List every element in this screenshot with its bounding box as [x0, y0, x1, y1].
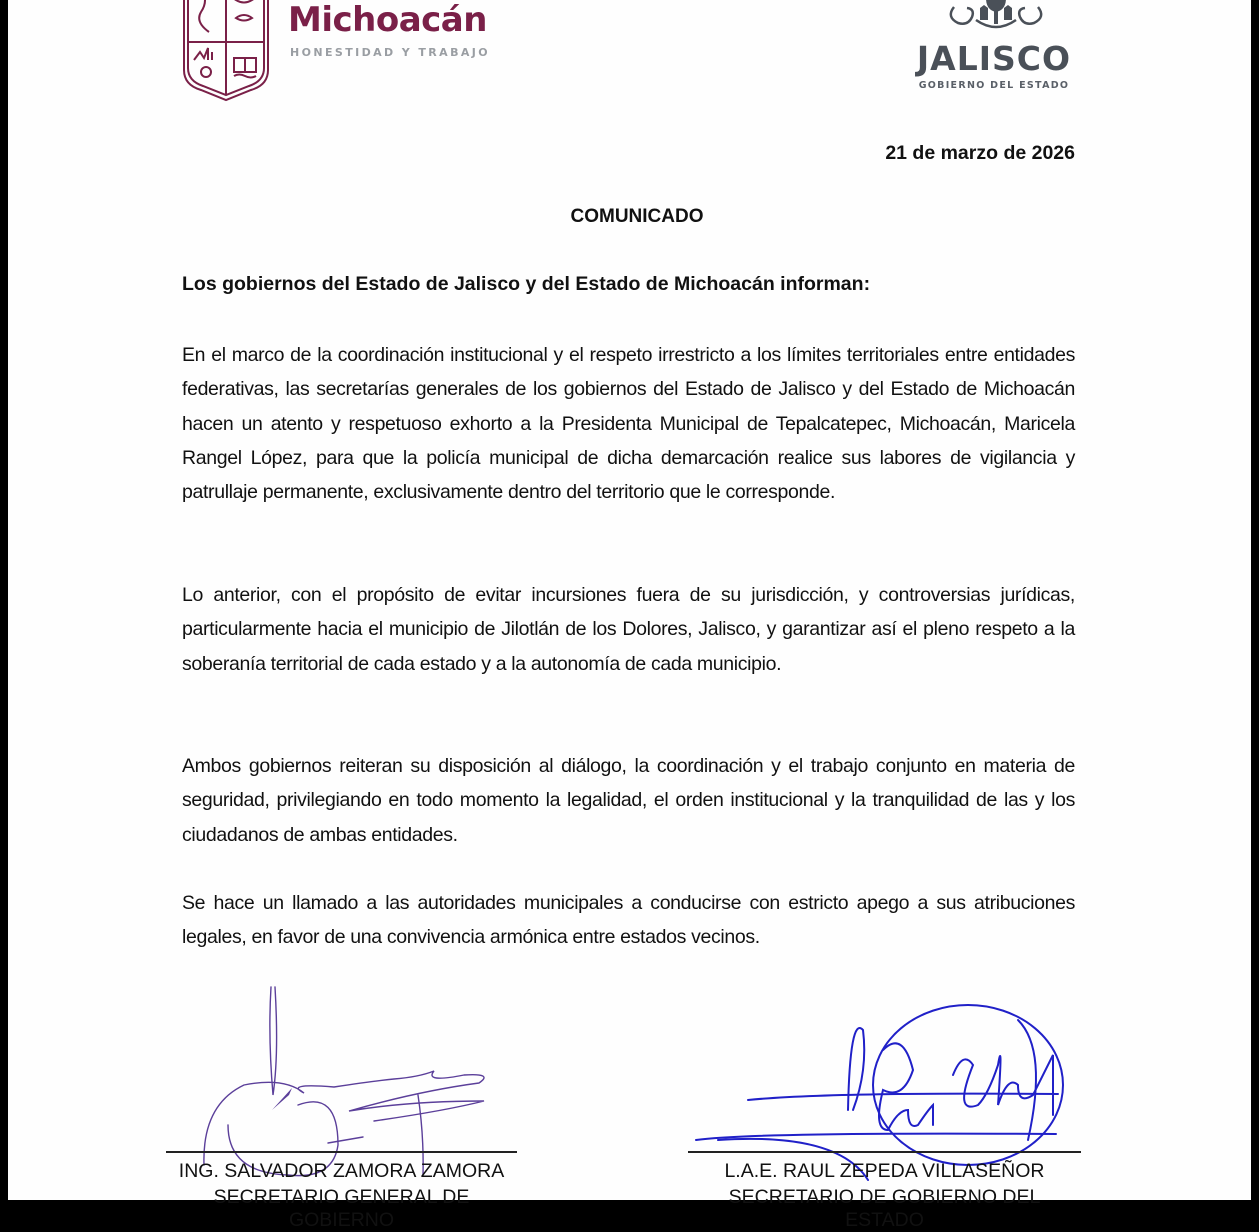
paragraph: En el marco de la coordinación institucional y el respeto irrestricto a los límites territoriales entre entidades federativas, las secretarías generales de los gobiernos del Estado de Jalisco y del Estado de Michoacán hacen un atento y respetuoso exhorto a la Presidenta Municipal de Tepalcatepec, Michoacán, Maricela Rangel López, para que la policía municipal de dicha demarcación realice sus labores de vigilancia y patrullaje permanente, exclusivamente dentro del territorio que le corresponde. [182, 344, 1075, 504]
paragraph: Se hace un llamado a las autoridades municipales a conducirse con estricto apego a sus atribuciones legales, en favor de una convivencia armónica entre estados vecinos. [182, 892, 1075, 949]
document-date: 21 de marzo de 2026 [885, 142, 1075, 164]
jalisco-logo-name: JALISCO [916, 39, 1072, 78]
signer-name: ING. SALVADOR ZAMORA ZAMORA [178, 1160, 505, 1182]
signature-line [166, 1151, 517, 1153]
michoacan-logo-motto: HONESTIDAD Y TRABAJO [290, 46, 491, 59]
signature-zamora [168, 975, 528, 1175]
signer-title: SECRETARIO GENERAL DE GOBIERNO [213, 1186, 470, 1231]
michoacan-shield-icon [176, 0, 276, 105]
signer-name: L.A.E. RAUL ZEPEDA VILLASEÑOR [724, 1160, 1045, 1182]
document-page [8, 0, 1251, 1231]
signer-title: SECRETARIO DE GOBIERNO DEL ESTADO [728, 1186, 1041, 1231]
document-title: COMUNICADO [570, 206, 704, 227]
jalisco-emblem-icon [946, 0, 1046, 34]
jalisco-logo-subtitle: GOBIERNO DEL ESTADO [918, 80, 1070, 91]
michoacan-logo-name: Michoacán [288, 0, 487, 40]
signature-line [688, 1151, 1081, 1153]
paragraph: Ambos gobiernos reiteran su disposición al diálogo, la coordinación y el trabajo conjunto en materia de seguridad, privilegiando en todo momento la legalidad, el orden institucional y la tranquilidad de las y los ciudadanos de ambas entidades. [182, 755, 1075, 846]
document-intro: Los gobiernos del Estado de Jalisco y del Estado de Michoacán informan: [182, 273, 871, 295]
signature-zepeda [688, 990, 1108, 1170]
paragraph: Lo anterior, con el propósito de evitar incursiones fuera de su jurisdicción, y controversias jurídicas, particularmente hacia el municipio de Jilotlán de los Dolores, Jalisco, y garantizar así el pleno respeto a la soberanía territorial de cada estado y a la autonomía de cada municipio. [182, 584, 1075, 675]
